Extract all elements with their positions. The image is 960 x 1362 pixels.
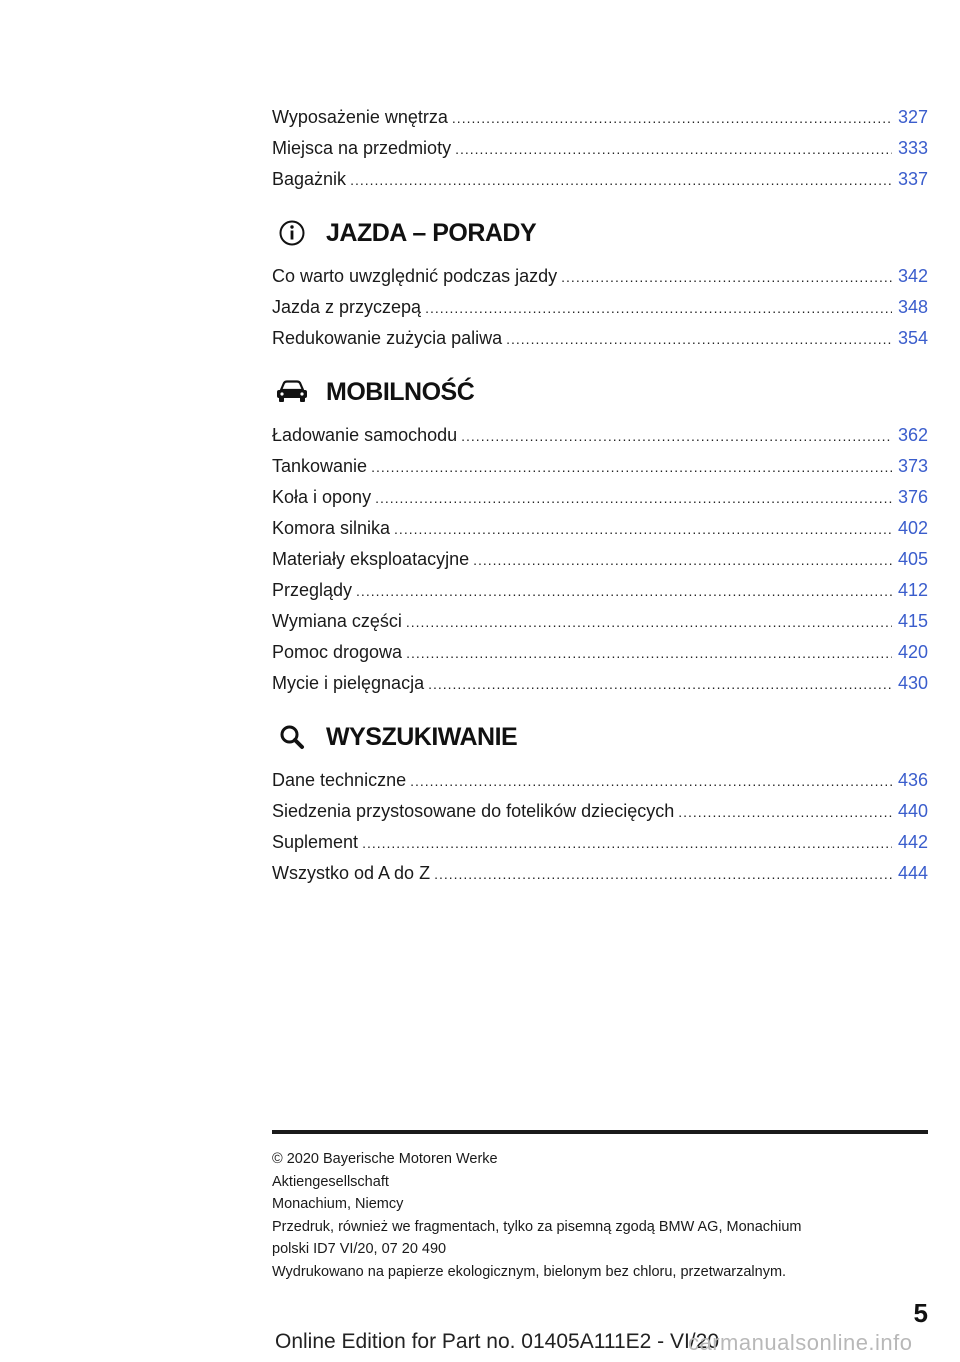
toc-entry[interactable] xyxy=(272,133,928,164)
dot-leader xyxy=(461,421,892,452)
toc-entry[interactable] xyxy=(272,858,928,889)
toc-entry-label: Jazda z przyczepą xyxy=(272,297,422,317)
toc-entry-label: Redukowanie zużycia paliwa xyxy=(272,328,503,348)
section-title: WYSZUKIWANIE xyxy=(326,722,518,751)
dot-leader xyxy=(356,576,892,607)
section-title: JAZDA – PORADY xyxy=(326,218,537,247)
toc-entry-label: Tankowanie xyxy=(272,456,368,476)
toc-entry[interactable] xyxy=(272,637,928,668)
toc-page-link[interactable]: 415 xyxy=(897,611,928,631)
dot-leader xyxy=(406,607,892,638)
toc-page-link[interactable]: 430 xyxy=(897,673,928,693)
toc-entry[interactable] xyxy=(272,323,928,354)
toc-page-link[interactable]: 436 xyxy=(897,770,928,790)
imprint-line: Przedruk, również we fragmentach, tylko za pisemną zgodą BMW AG, Monachium xyxy=(272,1218,802,1235)
toc-entry-label: Siedzenia przystosowane do fotelików dziecięcych xyxy=(272,801,675,821)
toc-page-link[interactable]: 440 xyxy=(897,801,928,821)
toc-entry[interactable] xyxy=(272,796,928,827)
dot-leader xyxy=(678,797,892,828)
toc-entry-label: Ładowanie samochodu xyxy=(272,425,458,445)
toc-entry[interactable] xyxy=(272,606,928,637)
toc-entry-label: Bagażnik xyxy=(272,169,347,189)
toc-page-link[interactable]: 402 xyxy=(897,518,928,538)
search-icon xyxy=(272,717,312,757)
toc-page-link[interactable]: 405 xyxy=(897,549,928,569)
section-title: MOBILNOŚĆ xyxy=(326,377,475,406)
toc-entry[interactable] xyxy=(272,292,928,323)
divider-rule xyxy=(272,1130,928,1134)
car-icon xyxy=(272,372,312,412)
imprint-line: Aktiengesellschaft xyxy=(272,1173,389,1190)
toc-page-link[interactable]: 376 xyxy=(897,487,928,507)
dot-leader xyxy=(394,514,892,545)
dot-leader xyxy=(406,638,892,669)
toc-entry[interactable] xyxy=(272,451,928,482)
page-number: 5 xyxy=(913,1298,928,1328)
toc-page-link[interactable]: 412 xyxy=(897,580,928,600)
dot-leader xyxy=(473,545,892,576)
toc-entry-label: Pomoc drogowa xyxy=(272,642,403,662)
toc-entry[interactable] xyxy=(272,544,928,575)
toc-entry[interactable] xyxy=(272,420,928,451)
toc-page-link[interactable]: 337 xyxy=(897,169,928,189)
toc-entry-label: Wszystko od A do Z xyxy=(272,863,431,883)
imprint xyxy=(272,1148,928,1283)
toc-page-link[interactable]: 373 xyxy=(897,456,928,476)
toc-entry[interactable] xyxy=(272,668,928,699)
toc-entry-label: Wyposażenie wnętrza xyxy=(272,107,448,127)
toc-entry[interactable] xyxy=(272,482,928,513)
toc-entry-label: Przeglądy xyxy=(272,580,353,600)
dot-leader xyxy=(428,669,892,700)
section-heading-mobilnosc xyxy=(272,370,928,414)
toc-entry-label: Wymiana części xyxy=(272,611,402,631)
toc-entry-label: Koła i opony xyxy=(272,487,372,507)
toc-entry-label: Komora silnika xyxy=(272,518,391,538)
toc-page-link[interactable]: 354 xyxy=(897,328,928,348)
toc-entry[interactable] xyxy=(272,102,928,133)
dot-leader xyxy=(506,324,892,355)
dot-leader xyxy=(371,452,892,483)
toc-entry-label: Miejsca na przedmioty xyxy=(272,138,452,158)
toc-entry[interactable] xyxy=(272,827,928,858)
dot-leader xyxy=(434,859,892,890)
section-heading-wyszukiwanie xyxy=(272,715,928,759)
dot-leader xyxy=(561,262,892,293)
toc-page-link[interactable]: 362 xyxy=(897,425,928,445)
toc-page-link[interactable]: 333 xyxy=(897,138,928,158)
toc-page-link[interactable]: 342 xyxy=(897,266,928,286)
toc-entry[interactable] xyxy=(272,575,928,606)
toc-entry[interactable] xyxy=(272,765,928,796)
imprint-line: polski ID7 VI/20, 07 20 490 xyxy=(272,1241,447,1257)
dot-leader xyxy=(375,483,892,514)
toc-entry[interactable] xyxy=(272,164,928,195)
toc-entry[interactable] xyxy=(272,513,928,544)
toc-page-link[interactable]: 327 xyxy=(897,107,928,127)
imprint-line: Wydrukowano na papierze ekologicznym, bielonym bez chloru, przetwarzalnym. xyxy=(272,1263,787,1280)
toc-entry[interactable] xyxy=(272,261,928,292)
table-of-contents xyxy=(272,102,928,889)
toc-entry-label: Suplement xyxy=(272,832,359,852)
toc-page-link[interactable]: 442 xyxy=(897,832,928,852)
toc-entry-label: Mycie i pielęgnacja xyxy=(272,673,425,693)
toc-page-link[interactable]: 420 xyxy=(897,642,928,662)
toc-entry-label: Co warto uwzględnić podczas jazdy xyxy=(272,266,558,286)
toc-page-link[interactable]: 444 xyxy=(897,863,928,883)
dot-leader xyxy=(362,828,892,859)
toc-page-link[interactable]: 348 xyxy=(897,297,928,317)
toc-entry-label: Dane techniczne xyxy=(272,770,407,790)
watermark: carmanualsonline.info xyxy=(688,1330,913,1355)
imprint-line: © 2020 Bayerische Motoren Werke xyxy=(272,1151,498,1167)
section-heading-jazda xyxy=(272,211,928,255)
dot-leader xyxy=(350,165,892,196)
info-icon xyxy=(272,213,312,253)
dot-leader xyxy=(452,103,892,134)
dot-leader xyxy=(425,293,892,324)
toc-entry-label: Materiały eksploatacyjne xyxy=(272,549,470,569)
dot-leader xyxy=(410,766,892,797)
imprint-line: Monachium, Niemcy xyxy=(272,1196,404,1212)
dot-leader xyxy=(455,134,892,165)
footer-edition: Online Edition for Part no. 01405A111E2 - VI/20 xyxy=(275,1330,720,1353)
